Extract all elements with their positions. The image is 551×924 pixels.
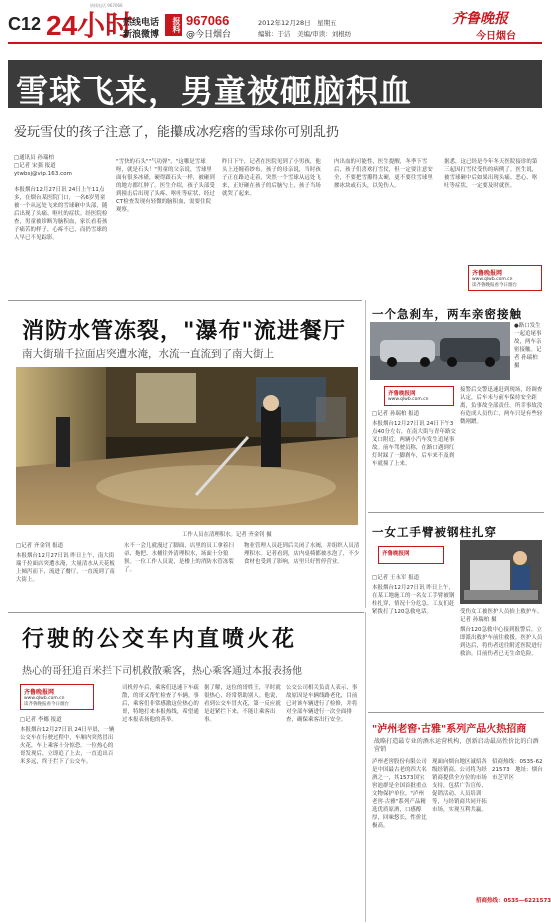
story-pipe-col1: 本报烟台12月27日讯 昨日上午，南大街瑞千拉面店突遭水淹，大量清水从天花板上倾泻而下，流进了餐厅，一直流到了南大街上。: [16, 553, 115, 583]
byline-line: □记者 宋强 报道: [14, 163, 56, 169]
story-pipe-title: 消防水管冻裂，"瀑布"流进餐厅: [22, 319, 346, 344]
divider: [8, 300, 362, 301]
story-worker-col2: 烟台120急救中心接到报警后，立即派出救护车前往救援。医护人员到达后，将伤者送往附近医院进行救治。目前伤者已无生命危险。: [460, 627, 543, 657]
story-snowball-col5: 据悉，这已经是今年冬天医院接诊的第三起因打雪仗受伤的病例了。医生说，被雪球砸中后如果出现头痛、恶心、呕吐等症状，一定要及时就医。: [444, 159, 538, 189]
story-liquor-col1: 泸州老窖股份有限公司是中国最古老的四大名酒之一，其1573国宝窖池群是全国首批重点文物保护单位。"泸州老窖·古雅"系列产品精选优质原酒，口感醇厚，回味悠长，性价比极高。: [372, 759, 427, 829]
page-number: C12: [8, 14, 42, 34]
story-crash-byline: □记者 孙瑞柏 报道: [372, 411, 420, 417]
story-crash-title: 一个急刹车，两车亲密接触: [372, 307, 522, 321]
worker-photo-image: [460, 540, 542, 604]
story-bus-col2: 司机停车后，乘客们迅速下车疏散，的哥又帮忙检查了车辆。事后，乘客们非常感激这位热心的哥，特地打来本报热线，希望通过本报表扬他的善举。: [122, 685, 199, 723]
story-bus-subtitle: 热心的哥狂追百米拦下司机救散乘客，热心乘客通过本报表扬他: [22, 666, 302, 677]
qlwb-ad-1: [468, 265, 542, 291]
story-bus-title: 行驶的公交车内直喷火花: [22, 627, 298, 652]
column-divider: [365, 612, 366, 922]
qlwb-ad-line: www.qlwb.com.cn: [24, 696, 65, 701]
weibo-label: 新浪微博: [123, 30, 160, 40]
byline-line: □通讯员 孙瑞柏: [14, 155, 54, 161]
qlwb-ad-title: 齐鲁晚报网: [382, 551, 410, 557]
story-bus-col3: 据了解，这位的哥姓王，平时就很热心，经常帮助别人。他说，看到公交车冒火花，第一反应就是赶紧拦下来，不能让乘客出事。: [204, 685, 281, 723]
date-line: 2012年12月28日 星期五: [258, 19, 337, 27]
masthead-small-note: 热线电话 967066: [90, 3, 123, 8]
worker-photo: [460, 540, 542, 604]
qlwb-ad-worker: [378, 546, 444, 564]
editor-line: 编辑：于洁 美编/审读：刘根纺: [258, 30, 352, 38]
section-logo: 24小时: [46, 10, 134, 41]
qlwb-ad-title: 齐鲁晚报网: [472, 270, 503, 277]
story-worker-col1: 本报烟台12月27日讯 昨日上午，在某工地施工的一名女工手臂被钢柱扎穿，情况十分危急。工友们赶紧拨打了120急救电话。: [372, 585, 455, 615]
crash-photo-caption: ●路口发生一起追尾事故，两车亲密接触。记者 孙瑞柏 摄: [514, 323, 542, 369]
liquor-hotline: 招商热线：0535—6221573: [476, 898, 551, 904]
story-liquor-col2: 现面向烟台地区诚招各级经销商。公司将为经销商提供全方位的市场支持，包括广告宣传、促销活动、人员培训等，与经销商共同开拓市场，实现互利共赢。: [432, 759, 487, 813]
masthead-small-notes: [90, 3, 170, 8]
story-liquor-title: "泸州老窖·古雅"系列产品火热招商: [372, 724, 527, 735]
story-pipe-col3: 物业管理人员赶到后关闭了水阀，并组织人员清理积水。记者看到，店内桌椅都被水泡了，不少食材也受到了影响，店里只好暂停营业。: [244, 543, 360, 565]
story-snowball-col3: 昨日下午，记者在医院见到了小男孩，他头上还缠着纱布。孩子的母亲说，当时孩子正在路边走着，突然一个雪球从远处飞来，正好砸在孩子的后脑勺上，孩子当场就哭了起来。: [222, 159, 321, 197]
column-divider: [365, 300, 366, 608]
qlwb-ad-title: 齐鲁晚报网: [388, 391, 416, 397]
qlwb-ad-line: www.qlwb.com.cn: [388, 397, 429, 402]
story-bus-byline: □记者 李娜 报道: [20, 717, 62, 723]
story-snowball-col4: 内出血的可能性，医生提醒，冬季下雪后，孩子们喜欢打雪仗，但一定要注意安全，不要把雪攥得太硬，更不要往雪球里掺冰块或石头，以免伤人。: [334, 159, 433, 189]
divider: [368, 512, 544, 513]
pipe-photo-image: [16, 367, 358, 525]
story-pipe-col2: 水不一会儿就漫过了脚面，店里的员工拿着扫帚、拖把、水桶往外清理积水，场面十分狼狈。一位工作人员说，是楼上的消防水管冻裂了。: [124, 543, 234, 573]
story-bus-col1: 本报烟台12月27日讯 24日早晨，一辆公交车在行驶过程中，车厢内突然冒出火花，车上乘客十分惊恐。一位热心的哥发现后，立即追了上去，一直追出百米多远，终于拦下了公交车。: [20, 727, 115, 765]
story-liquor-subtitle: 战略打造最专业的酒水运营机构，创新启动最高性价比的白酒营销: [374, 738, 539, 753]
pipe-photo: [16, 367, 358, 525]
brand-sub: 今日烟台: [476, 31, 516, 42]
weibo-account: @今日烟台: [186, 30, 232, 40]
story-crash-col2: 接警后交警迅速赶到现场，经调查认定，后车未与前车保持安全距离，负事故全部责任。所幸事故没有造成人员伤亡，两车只是有些轻微剐蹭。: [460, 387, 543, 425]
story-worker-title: 一女工手臂被钢柱扎穿: [372, 525, 497, 539]
story-snowball-col1: 本报烟台12月27日讯 24日上午11点多，在烟台某医院门口，一名6岁男童被一个从远处飞来的雪球砸中头部，随后出现了头痛、呕吐的症状。经医院检查，男童被诊断为脑积血，家长看着孩子痛苦的样子，心疼不已，而扔雪球的人早已不见踪影。: [14, 187, 108, 241]
story-liquor-col3: 招商热线：0535-6221573 地址：烟台市芝罘区: [492, 759, 543, 781]
story-crash-col1: 本报烟台12月27日讯 24日下午3点40分左右，在南大街与青年路交叉口附近，两辆小汽车发生追尾事故。前车驾驶员称，在路口遇到红灯时踩了一脚刹车，后车来不及刹车就撞了上来。: [372, 421, 456, 467]
qlwb-ad-crash: [384, 386, 454, 406]
crash-photo: [370, 322, 510, 380]
report-badge: 报料: [165, 14, 182, 36]
pipe-photo-caption: 工作人员在清理积水。记者 齐金钊 摄: [182, 532, 272, 538]
divider: [8, 612, 364, 613]
qlwb-ad-bus: [20, 684, 94, 710]
story-snowball-subtitle: 爱玩雪仗的孩子注意了，能攥成冰疙瘩的雪球你可别乱扔: [14, 125, 340, 140]
worker-photo-caption: 受伤女工被医护人员抬上救护车。记者 孙瑞柏 摄: [460, 609, 543, 623]
story-snowball-col2: "雪快的石头""气功弹"，"这哪是雪球呀，就是石头！"男童的父亲说，雪球里面有很多冰碴，硬得跟石头一样，被砸到的地方都红肿了。医生介绍，孩子头部受到撞击后出现了头疼、呕吐等症状，经过CT检查发现有轻微的脑积血，需要住院观察。: [116, 159, 215, 213]
story-pipe-byline: □记者 齐金钊 报道: [16, 543, 64, 549]
masthead-rule: [8, 42, 542, 44]
story-worker-byline: □记者 王永军 报道: [372, 575, 420, 581]
qlwb-ad-line: 读齐鲁晚报看今日烟台: [24, 702, 69, 707]
qlwb-ad-line: 读齐鲁晚报看今日烟台: [472, 283, 517, 288]
story-bus-col4: 公交公司相关负责人表示，事故原因是车辆线路老化，目前已对该车辆进行了检修，并将对全部车辆进行一次全面排查，确保乘客出行安全。: [286, 685, 358, 723]
story-pipe-subtitle: 南大街瑞千拉面店突遭水淹，水流一直流到了南大街上: [22, 348, 274, 360]
hotline-label: 热线电话: [123, 18, 160, 28]
qlwb-ad-line: www.qlwb.com.cn: [472, 277, 513, 282]
crash-photo-image: [370, 322, 510, 380]
hotline-number: 967066: [186, 13, 230, 28]
story-snowball-title: 雪球飞来，男童被砸脑积血: [16, 72, 413, 110]
story-snowball-byline: [14, 154, 94, 178]
qlwb-ad-title: 齐鲁晚报网: [24, 689, 55, 696]
divider: [368, 712, 544, 713]
byline-line: ytwbsj@vip.163.com: [14, 171, 72, 177]
brand-logo: 齐鲁晚报: [452, 11, 508, 27]
